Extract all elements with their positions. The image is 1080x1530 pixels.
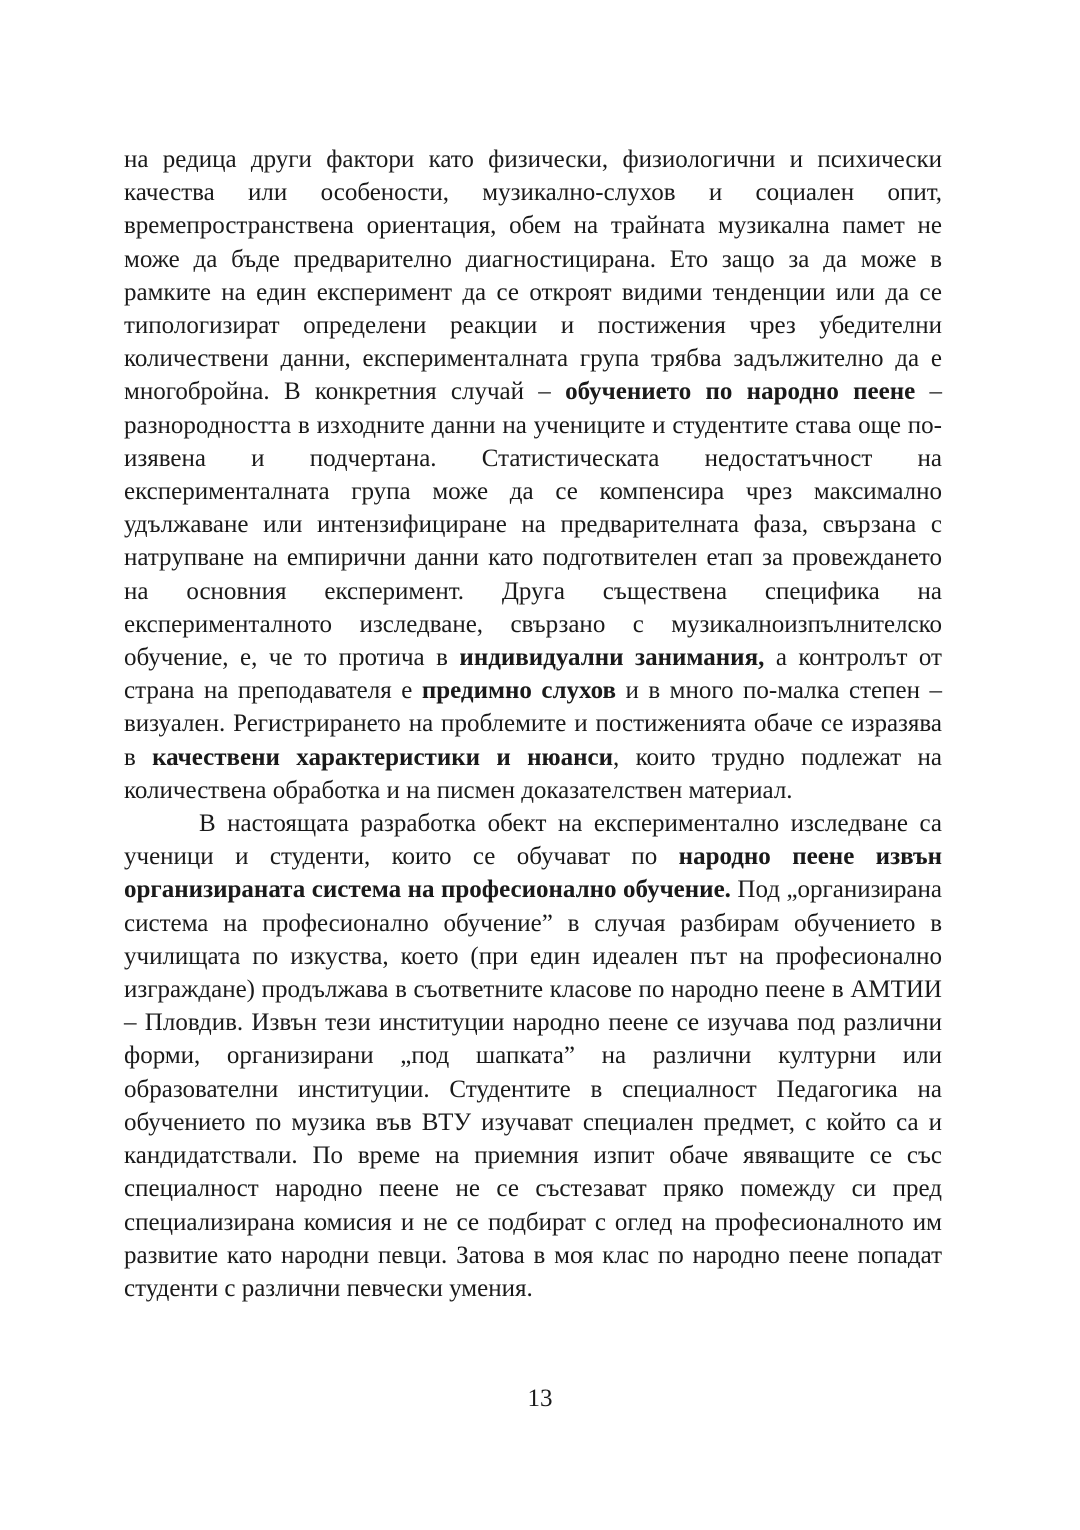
text-segment: на редица други фактори като физически, физиологични и психически качества или особености, музикално-слухов и социален опит, времепространствена ориентация, обем на трайната музикална памет не може да бъде предварително диагностицирана. Ето защо за да може в рамките на един експеримент да се откроят видими тенденции или да се типологизират определени реакции и постижения чрез убедителни количествени данни, експерименталната група трябва задължително да е многобройна. В конкретния случай –: [124, 146, 942, 406]
bold-phrase: народно пеене извън организираната система на професионално обучение.: [124, 843, 942, 904]
bold-phrase: индивидуални занимания,: [459, 644, 765, 672]
page-number: 13: [527, 1385, 553, 1412]
body-text: [124, 143, 942, 1305]
paragraph-1: [124, 143, 942, 807]
text-segment: а контролът от страна на преподавателя е: [124, 644, 942, 705]
text-segment: Под „организирана система на професионално обучение” в случая разбирам обучението в училищата по изкуства, което (при един идеален път на професионално изграждане) продължава в съответните класове по народно пеене в АМТИИ – Пловдив. Извън тези институции народно пеене се изучава под различни форми, организирани „под шапката” на различни културни или образователни институции. Студентите в специалност Педагогика на обучението по музика във ВТУ изучават специален предмет, с който са и кандидатствали. По време на приемния изпит обаче явяващите се със специалност народно пеене не се състезават пряко помежду си пред специализирана комисия и не се подбират с оглед на професионалното им развитие като народни певци. Затова в моя клас по народно пеене попадат студенти с различни певчески умения.: [124, 876, 942, 1302]
bold-phrase: предимно слухов: [421, 677, 616, 705]
text-segment: , които трудно подлежат на количествена обработка и на писмен доказателствен материал.: [124, 743, 942, 804]
text-segment: В настоящата разработка обект на експериментално изследване са ученици и студенти, които се обучават по: [124, 810, 942, 871]
text-segment: и в много по-малка степен – визуален. Регистрирането на проблемите и постиженията обаче се изразява в: [124, 677, 943, 771]
bold-phrase: качествени характеристики и нюанси: [152, 743, 614, 771]
bold-phrase: обучението по народно пеене: [565, 378, 916, 406]
text-segment: – разнородността в изходните данни на учениците и студентите става още по-изявена и подчертана. Статистическата недостатъчност на експерименталната група може да се компенсира чрез максимално удължаване или интензифициране на предварителната фаза, свързана с натрупване на емпирични данни като подготвителен етап за провеждането на основния експеримент. Друга съществена специфика на експерименталното изследване, свързано с музикалноизпълнителско обучение, е, че то протича в: [124, 378, 942, 672]
paragraph-2: [124, 807, 942, 1305]
